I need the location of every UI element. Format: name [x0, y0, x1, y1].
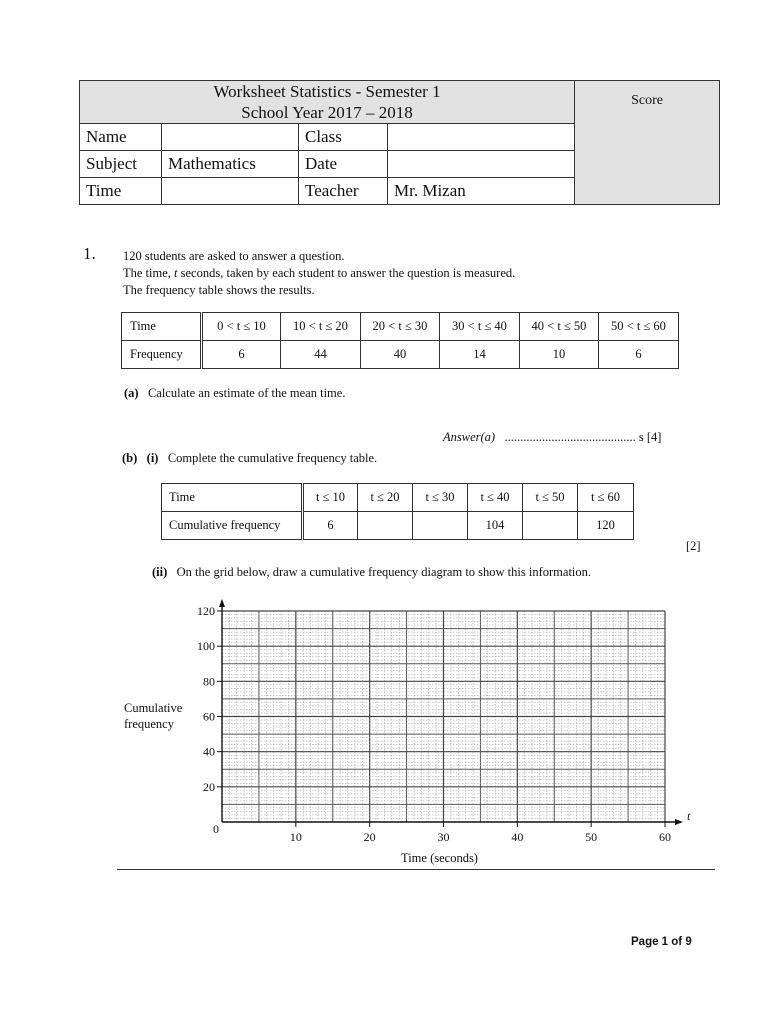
freq-value: 40 [361, 341, 440, 369]
freq-interval: 40 < t ≤ 50 [520, 313, 599, 341]
score-label: Score [631, 93, 663, 108]
y-tick-label: 60 [203, 709, 215, 724]
y-axis-label-line-1: Cumulative [124, 701, 183, 715]
subject-field[interactable]: Mathematics [162, 151, 299, 178]
freq-interval: 20 < t ≤ 30 [361, 313, 440, 341]
freq-interval: 0 < t ≤ 10 [202, 313, 281, 341]
intro-line-1: 120 students are asked to answer a question. [123, 249, 345, 263]
subject-label: Subject [80, 151, 162, 178]
time-label: Time [80, 178, 162, 205]
y-tick-label: 120 [197, 604, 215, 618]
cum-table-time-label: Time [162, 484, 303, 512]
cum-value: 6 [303, 512, 358, 540]
y-axis-label [124, 700, 182, 732]
freq-value: 6 [202, 341, 281, 369]
cum-value: 120 [578, 512, 634, 540]
freq-table-time-label: Time [122, 313, 202, 341]
y-axis-label-line-2: frequency [124, 717, 174, 731]
x-tick-label: 50 [585, 830, 598, 844]
title-line-1: Worksheet Statistics - Semester 1 [213, 82, 441, 101]
part-a-label: (a) [124, 386, 139, 400]
part-a-answer-dots[interactable]: .......................................... [504, 430, 636, 444]
y-tick-label: 100 [197, 639, 215, 654]
freq-interval: 50 < t ≤ 60 [599, 313, 679, 341]
title-line-2: School Year 2017 – 2018 [241, 103, 413, 122]
x-tick-label: 30 [437, 830, 450, 844]
cum-header: t ≤ 60 [578, 484, 634, 512]
freq-value: 44 [281, 341, 361, 369]
cum-value: 104 [468, 512, 523, 540]
x-tick-label: 10 [289, 830, 302, 844]
freq-interval: 30 < t ≤ 40 [440, 313, 520, 341]
teacher-field[interactable]: Mr. Mizan [388, 178, 575, 205]
part-b-label: (b) [122, 451, 138, 465]
intro-line-3: The frequency table shows the results. [123, 283, 315, 297]
x-variable-label: t [687, 809, 691, 823]
part-b-i-text: Complete the cumulative frequency table. [167, 451, 378, 465]
question-number: 1. [83, 244, 96, 263]
y-tick-label: 40 [203, 744, 215, 759]
part-b-ii-text: On the grid below, draw a cumulative frequency diagram to show this information. [176, 565, 592, 579]
date-label: Date [299, 151, 388, 178]
origin-label: 0 [213, 822, 219, 836]
teacher-label: Teacher [299, 178, 388, 205]
cum-header: t ≤ 50 [523, 484, 578, 512]
freq-table-frequency-label: Frequency [122, 341, 202, 369]
x-axis-label: Time (seconds) [401, 851, 478, 865]
cum-header: t ≤ 10 [303, 484, 358, 512]
cum-header: t ≤ 40 [468, 484, 523, 512]
grid-lines [222, 611, 665, 822]
x-axis-arrow [675, 819, 683, 825]
part-a-answer-label: Answer(a) [443, 430, 496, 444]
intro-line-2-start: The time, [123, 266, 175, 280]
cum-header: t ≤ 30 [413, 484, 468, 512]
class-label: Class [299, 124, 388, 151]
x-tick-label: 40 [511, 830, 524, 844]
y-tick-label: 20 [203, 779, 215, 794]
freq-value: 6 [599, 341, 679, 369]
intro-line-2-end: seconds, taken by each student to answer the question is measured. [177, 266, 516, 280]
part-a-unit: s [638, 430, 644, 444]
time-variable: t [174, 266, 178, 280]
page-number: Page 1 of 9 [631, 936, 692, 948]
part-b-i-marks: [2] [686, 539, 701, 553]
y-tick-label: 80 [203, 674, 215, 689]
freq-interval: 10 < t ≤ 20 [281, 313, 361, 341]
name-label: Name [80, 124, 162, 151]
part-b-ii-label: (ii) [152, 565, 168, 579]
y-axis-arrow [219, 599, 225, 607]
x-tick-label: 20 [363, 830, 376, 844]
section-divider [117, 869, 715, 870]
part-a-marks: [4] [646, 430, 662, 444]
x-tick-label: 60 [659, 830, 671, 844]
cum-header: t ≤ 20 [358, 484, 413, 512]
freq-value: 10 [520, 341, 599, 369]
part-b-i-label: (i) [146, 451, 159, 465]
freq-value: 14 [440, 341, 520, 369]
part-a-text: Calculate an estimate of the mean time. [147, 386, 346, 400]
cum-table-frequency-label: Cumulative frequency [162, 512, 303, 540]
